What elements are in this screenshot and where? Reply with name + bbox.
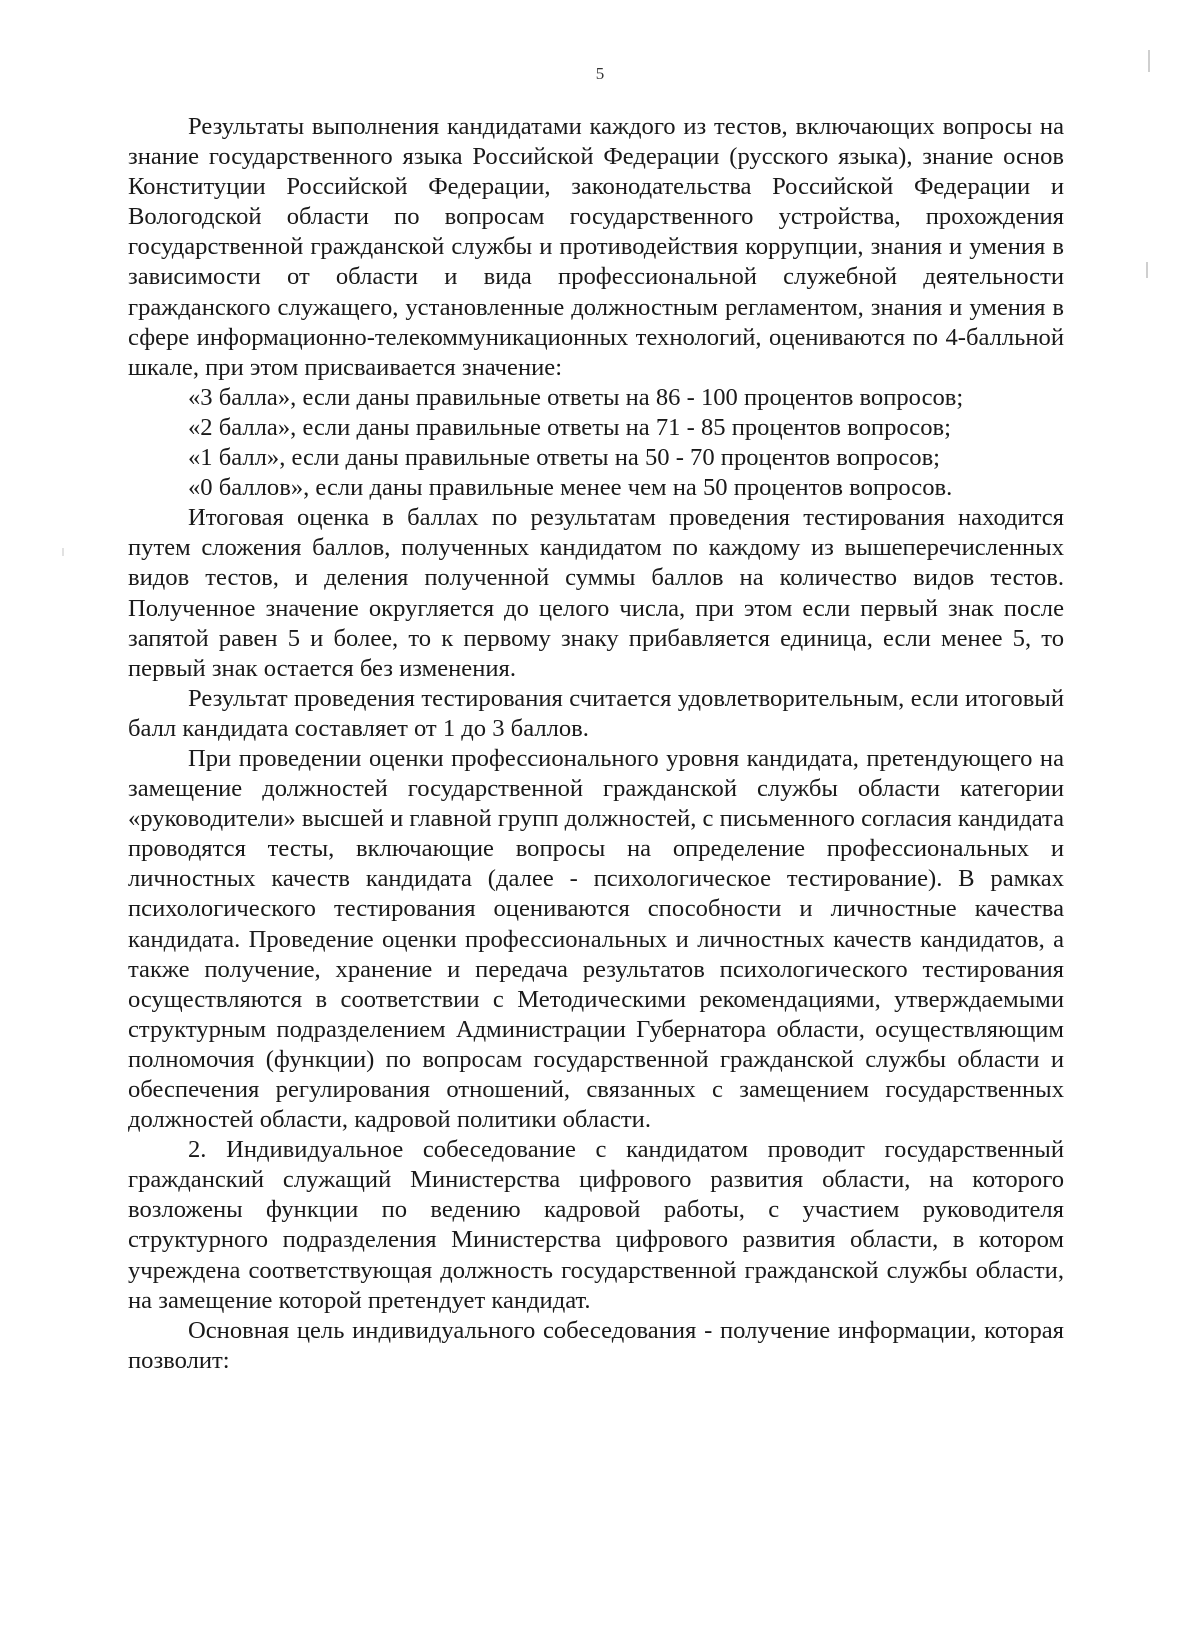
paragraph-final-score: Итоговая оценка в баллах по результатам проведения тестирования находится путем сложения баллов, полученных кандидатом по каждому из вышеперечисленных видов тестов, и деления полученной суммы баллов на количество видов тестов. Полученное значение округляется до целого числа, при этом если первый знак после запятой равен 5 и более, то к первому знаку прибавляется единица, если менее 5, то первый знак остается без изменения. <box>128 504 1064 682</box>
scan-artifact <box>1146 262 1148 278</box>
scan-artifact <box>62 548 64 556</box>
grade-0-points: «0 баллов», если даны правильные менее чем на 50 процентов вопросов. <box>188 474 953 502</box>
paragraph-interview-goal: Основная цель индивидуального собеседования - получение информации, которая позволит: <box>128 1316 1064 1374</box>
paragraph-individual-interview: 2. Индивидуальное собеседование с кандидатом проводит государственный гражданский служащий Министерства цифрового развития области, на которого возложены функции по ведению кадровой работы, с участием руководителя структурного подразделения Министерства цифрового развития области, в котором учреждена соответствующая должность государственной гражданской службы области, на замещение которой претендует кандидат. <box>128 1136 1064 1314</box>
page-number: 5 <box>595 64 605 83</box>
paragraph-psychological-testing: При проведении оценки профессионального уровня кандидата, претендующего на замещение должностей государственной гражданской службы области категории «руководители» высшей и главной групп должностей, с письменного согласия кандидата проводятся тесты, включающие вопросы на определение профессиональных и личностных качеств кандидата (далее - психологическое тестирование). В рамках психологического тестирования оцениваются способности и личностные качества кандидата. Проведение оценки профессиональных и личностных качеств кандидатов, а также получение, хранение и передача результатов психологического тестирования осуществляются в соответствии с Методическими рекомендациями, утверждаемыми структурным подразделением Администрации Губернатора области, осуществляющим полномочия (функции) по вопросам государственной гражданской службы области и обеспечения регулирования отношений, связанных с замещением государственных должностей области, кадровой политики области. <box>128 744 1064 1134</box>
document-body <box>128 112 1064 1376</box>
paragraph-test-scoring: Результаты выполнения кандидатами каждого из тестов, включающих вопросы на знание государственного языка Российской Федерации (русского языка), знание основ Конституции Российской Федерации, законодательства Российской Федерации и Вологодской области по вопросам государственного устройства, прохождения государственной гражданской службы и противодействия коррупции, знания и умения в зависимости от области и вида профессиональной служебной деятельности гражданского служащего, установленные должностным регламентом, знания и умения в сфере информационно-телекоммуникационных технологий, оцениваются по 4-балльной шкале, при этом присваивается значение: <box>128 113 1064 381</box>
grade-1-point: «1 балл», если даны правильные ответы на 50 - 70 процентов вопросов; <box>188 444 941 472</box>
paragraph-satisfactory-result: Результат проведения тестирования считается удовлетворительным, если итоговый балл кандидата составляет от 1 до 3 баллов. <box>128 684 1064 742</box>
grade-2-points: «2 балла», если даны правильные ответы на 71 - 85 процентов вопросов; <box>188 413 951 441</box>
grade-3-points: «3 балла», если даны правильные ответы на 86 - 100 процентов вопросов; <box>188 383 964 411</box>
